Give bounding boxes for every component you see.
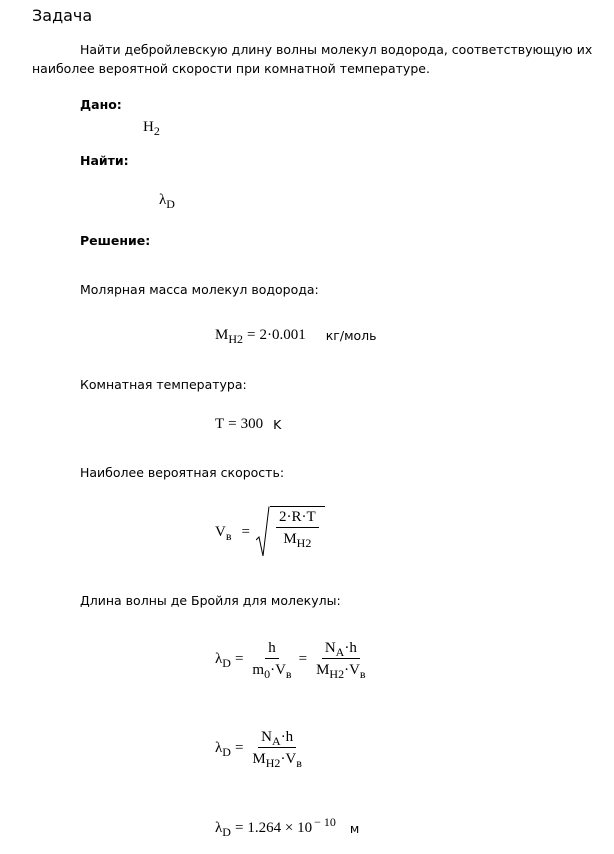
f2-lhs	[215, 740, 231, 757]
temperature-symbol: T	[215, 416, 225, 432]
lambda-subscript: D	[222, 825, 231, 840]
find-variable	[159, 192, 175, 212]
velocity-text: Наиболее вероятная скорость:	[80, 465, 285, 480]
given-label: Дано:	[80, 97, 122, 112]
given-var-sub: 2	[153, 124, 160, 139]
page-title: Задача	[32, 6, 93, 25]
velocity-lhs	[215, 524, 232, 541]
given-var-main: H	[143, 119, 154, 135]
velocity-numerator: 2·R·T	[276, 509, 319, 528]
equals-sign: =	[234, 820, 244, 836]
problem-line-2: наиболее вероятной скорости при комнатной температуре.	[32, 61, 430, 76]
velocity-equation	[215, 506, 329, 558]
avogadro-subscript: A	[335, 645, 345, 660]
avogadro-subscript: A	[272, 734, 281, 749]
f1-frac2-denominator	[313, 659, 369, 682]
mass-symbol: m	[252, 662, 265, 678]
radicand	[270, 506, 325, 558]
equals-sign: =	[234, 739, 244, 756]
equals-sign: =	[228, 416, 237, 432]
f2-denominator	[249, 748, 305, 771]
molar-mass-equation	[215, 327, 381, 347]
wavelength-formula-1	[215, 640, 373, 682]
temperature-value: 300	[240, 416, 264, 432]
find-var-sub: D	[166, 197, 175, 212]
find-var-main: λ	[159, 192, 167, 208]
problem-line-1: Найти дебройлевскую длину волны молекул водорода, соответствующую их	[80, 42, 593, 57]
velocity-symbol: ·V	[344, 662, 360, 678]
molar-mass-text: Молярная масса молекул водорода:	[80, 282, 319, 297]
lambda-symbol: λ	[215, 650, 223, 667]
molar-mass-subscript: H2	[228, 332, 244, 347]
lambda-subscript: D	[222, 744, 231, 759]
molar-mass-subscript: H2	[265, 756, 281, 771]
velocity-den-symbol: M	[283, 531, 297, 547]
result-value	[247, 815, 336, 837]
square-root	[256, 506, 325, 558]
temperature-equation	[215, 416, 285, 433]
molar-mass-symbol: M	[215, 327, 229, 343]
avogadro-symbol: N	[261, 729, 273, 745]
problem-statement	[32, 40, 607, 78]
velocity-subscript: в	[285, 667, 292, 682]
molar-mass-symbol: M	[316, 662, 330, 678]
molar-mass-value: 2·0.001	[259, 327, 306, 343]
avogadro-symbol: N	[324, 640, 336, 656]
f1-frac1-denominator	[249, 659, 294, 682]
equals-sign: =	[241, 523, 250, 540]
velocity-fraction	[276, 509, 319, 551]
f2-fraction	[249, 729, 305, 771]
f1-frac1-numerator: h	[265, 640, 279, 659]
wavelength-formula-2	[215, 729, 309, 771]
equals-sign: =	[247, 327, 256, 343]
velocity-den-subscript: H2	[296, 536, 312, 551]
f2-numerator	[258, 729, 296, 748]
molar-mass-symbol: M	[252, 751, 266, 767]
velocity-subscript: в	[225, 528, 232, 543]
lambda-symbol: λ	[215, 739, 223, 756]
wavelength-result	[215, 815, 363, 840]
f1-lhs	[215, 651, 231, 668]
f1-fraction-2	[313, 640, 369, 682]
solution-label: Решение:	[80, 233, 151, 248]
f1-frac2-numerator	[322, 640, 360, 659]
velocity-subscript: в	[296, 756, 302, 771]
wavelength-text: Длина волны де Бройля для молекулы:	[80, 593, 341, 608]
velocity-subscript: в	[359, 667, 366, 682]
equals-sign: =	[298, 650, 308, 667]
planck-symbol: ·h	[280, 729, 294, 745]
velocity-symbol: ·V	[270, 662, 286, 678]
velocity-denominator	[280, 528, 314, 551]
result-lhs	[215, 820, 231, 840]
molar-mass-lhs	[215, 327, 244, 347]
velocity-symbol: V	[215, 523, 226, 540]
given-variable	[143, 119, 160, 139]
temperature-unit: K	[273, 417, 282, 432]
velocity-symbol: ·V	[280, 751, 297, 767]
result-mantissa: 1.264 × 10	[247, 820, 313, 836]
lambda-subscript: D	[222, 655, 231, 670]
temperature-text: Комнатная температура:	[80, 377, 247, 392]
mass-subscript: 0	[264, 667, 271, 682]
radical-sign-icon	[256, 506, 270, 558]
result-unit: м	[349, 821, 360, 836]
equals-sign: =	[234, 650, 244, 667]
lambda-symbol: λ	[215, 820, 223, 836]
molar-mass-subscript: H2	[329, 667, 345, 682]
result-exponent: − 10	[314, 815, 336, 829]
find-label: Найти:	[80, 153, 129, 168]
planck-symbol: ·h	[344, 640, 357, 656]
f1-fraction-1	[249, 640, 294, 682]
molar-mass-unit: кг/моль	[325, 328, 377, 343]
